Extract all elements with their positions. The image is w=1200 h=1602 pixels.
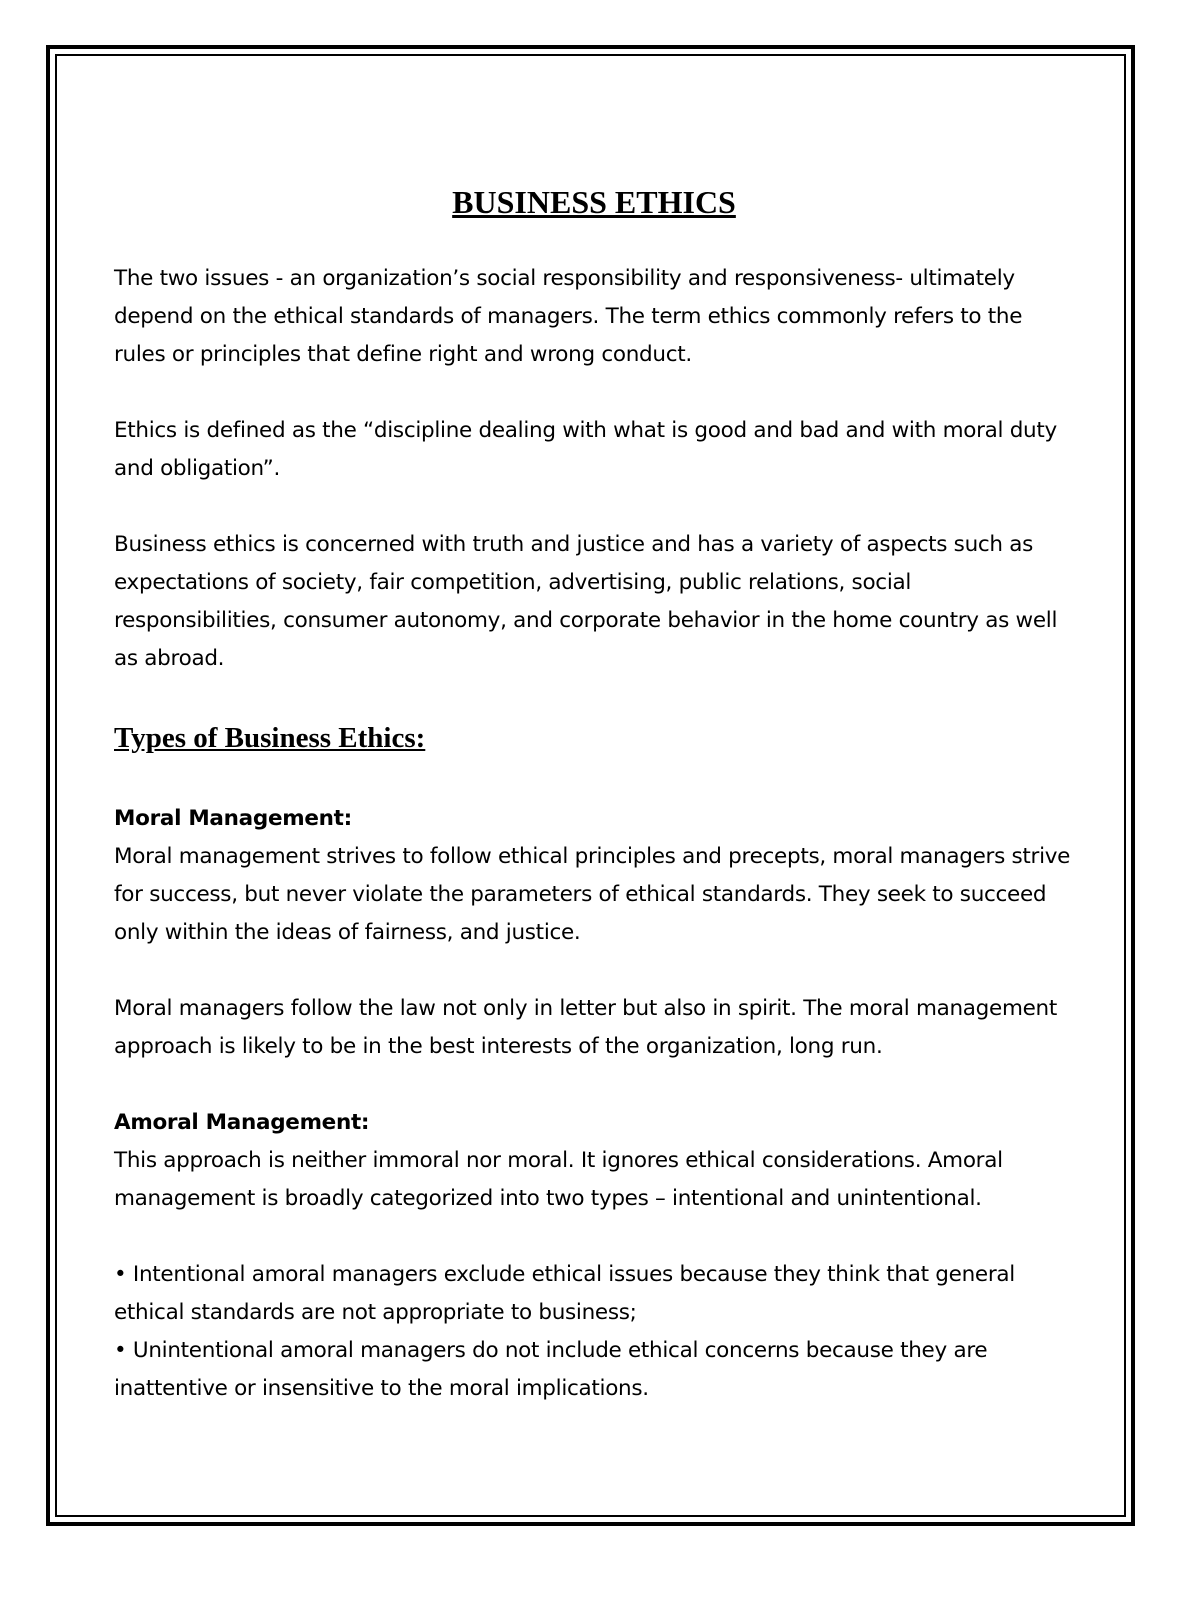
moral-management-heading: Moral Management: xyxy=(114,806,352,831)
moral-management-paragraph-2: Moral managers follow the law not only in letter but also in spirit. The moral management approach is likely to be in the best interests of the organization, long run. xyxy=(114,996,1057,1059)
amoral-bullet-unintentional: • Unintentional amoral managers do not include ethical concerns because they are inattentive or insensitive to the moral implications. xyxy=(114,1338,988,1401)
amoral-bullet-intentional: • Intentional amoral managers exclude ethical issues because they think that general ethical standards are not appropriate to business; xyxy=(114,1262,1015,1325)
types-heading: Types of Business Ethics: xyxy=(114,722,426,754)
amoral-management-heading: Amoral Management: xyxy=(114,1110,370,1135)
definition-paragraph: Ethics is defined as the “discipline dealing with what is good and bad and with moral duty and obligation”. xyxy=(114,418,1057,481)
business-ethics-paragraph: Business ethics is concerned with truth and justice and has a variety of aspects such as expectations of society, fair competition, advertising, public relations, social responsibilities, consumer autonomy, and corporate behavior in the home country as well as abroad. xyxy=(114,532,1058,671)
moral-management-paragraph-1: Moral management strives to follow ethical principles and precepts, moral managers strive for success, but never violate the parameters of ethical standards. They seek to succeed only within the ideas of fairness, and justice. xyxy=(114,844,1071,945)
document-body xyxy=(114,180,1074,1408)
document-title: BUSINESS ETHICS xyxy=(452,184,736,220)
amoral-management-paragraph-1: This approach is neither immoral nor moral. It ignores ethical considerations. Amoral management is broadly categorized into two types – intentional and unintentional. xyxy=(114,1148,1003,1211)
intro-paragraph: The two issues - an organization’s social responsibility and responsiveness- ultimately depend on the ethical standards of managers. The term ethics commonly refers to the rules or principles that define right and wrong conduct. xyxy=(114,266,1023,367)
